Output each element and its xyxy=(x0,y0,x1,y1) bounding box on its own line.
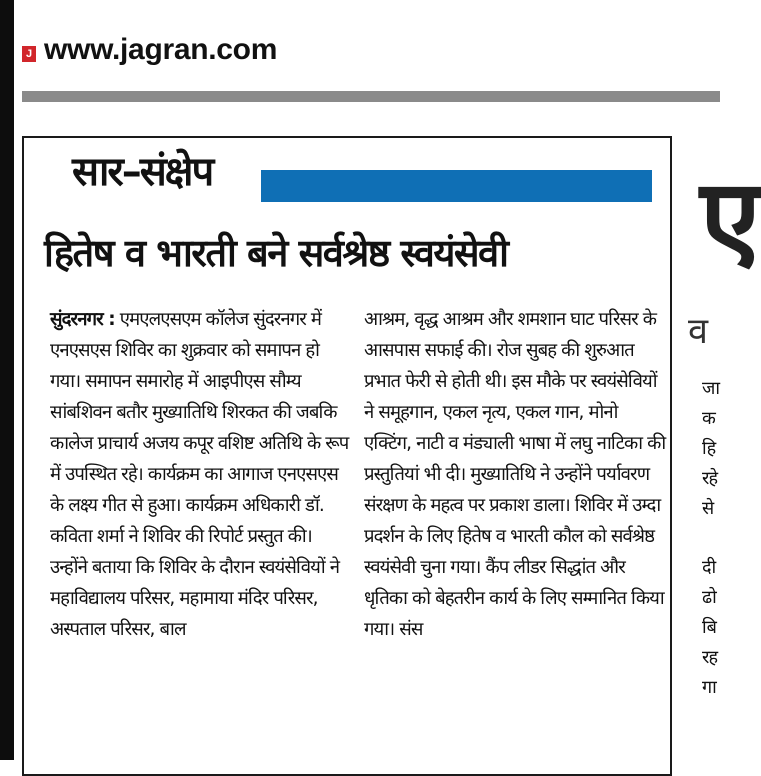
headline: हितेष व भारती बने सर्वश्रेष्ठ स्वयंसेवी xyxy=(44,230,508,275)
masthead-divider xyxy=(22,91,720,102)
section-label: सार–संक्षेप xyxy=(72,149,213,195)
adjacent-line: से xyxy=(702,498,714,519)
adjacent-line: गा xyxy=(702,677,716,698)
adjacent-line: जा xyxy=(702,378,720,399)
adjacent-line: बि xyxy=(702,617,717,638)
body-column-2 xyxy=(364,304,669,645)
page-left-edge xyxy=(0,0,14,760)
jagran-logo-icon: J xyxy=(22,46,36,62)
site-url: www.jagran.com xyxy=(44,33,278,66)
dateline: सुंदरनगर : xyxy=(50,309,115,330)
adjacent-subhead-fragment: व xyxy=(688,311,709,352)
adjacent-body-fragments xyxy=(702,374,719,703)
section-bar xyxy=(261,170,652,202)
adjacent-line: ढो xyxy=(702,587,716,608)
paragraph-gap xyxy=(702,524,719,553)
body-column-1 xyxy=(50,304,350,645)
adjacent-line: दी xyxy=(702,557,716,578)
adjacent-headline-fragment: ए xyxy=(700,155,761,283)
news-clipping xyxy=(22,136,672,776)
adjacent-line: रहे xyxy=(702,468,718,489)
body-text-col2: आश्रम, वृद्ध आश्रम और शमशान घाट परिसर के आसपास सफाई की। रोज सुबह की शुरुआत प्रभात फेरी से होती थी। इस मौके पर स्वयंसेवियों ने समूहगान, एकल नृत्य, एकल गान, मोनो एक्टिंग, नाटी व मंड्याली भाषा में लघु नाटिका की प्रस्तुतियां भी दी। मुख्यातिथि ने उन्होंने पर्यावरण संरक्षण के महत्व पर प्रकाश डाला। शिविर में उम्दा प्रदर्शन के लिए हितेष व भारती कौल को सर्वश्रेष्ठ स्वयंसेवी चुना गया। कैंप लीडर सिद्धांत और धृतिका को बेहतरीन कार्य के लिए सम्मानित किया गया। संस xyxy=(364,309,666,640)
adjacent-line: हि xyxy=(702,438,716,459)
adjacent-article-strip xyxy=(682,136,761,760)
adjacent-line: क xyxy=(702,408,715,429)
adjacent-line: रह xyxy=(702,647,718,668)
body-text-col1: एमएलएसएम कॉलेज सुंदरनगर में एनएसएस शिविर का शुक्रवार को समापन हो गया। समापन समारोह में आइपीएस सौम्य सांबशिवन बतौर मुख्यातिथि शिरकत की जबकि कालेज प्राचार्य अजय कपूर वशिष्ट अतिथि के रूप में उपस्थित रहे। कार्यक्रम का आगाज एनएसएस के लक्ष्य गीत से हुआ। कार्यक्रम अधिकारी डॉ. कविता शर्मा ने शिविर की रिपोर्ट प्रस्तुत की। उन्होंने बताया कि शिविर के दौरान स्वयंसेवियों ने महाविद्यालय परिसर, महामाया मंदिर परिसर, अस्पताल परिसर, बाल xyxy=(50,309,349,640)
